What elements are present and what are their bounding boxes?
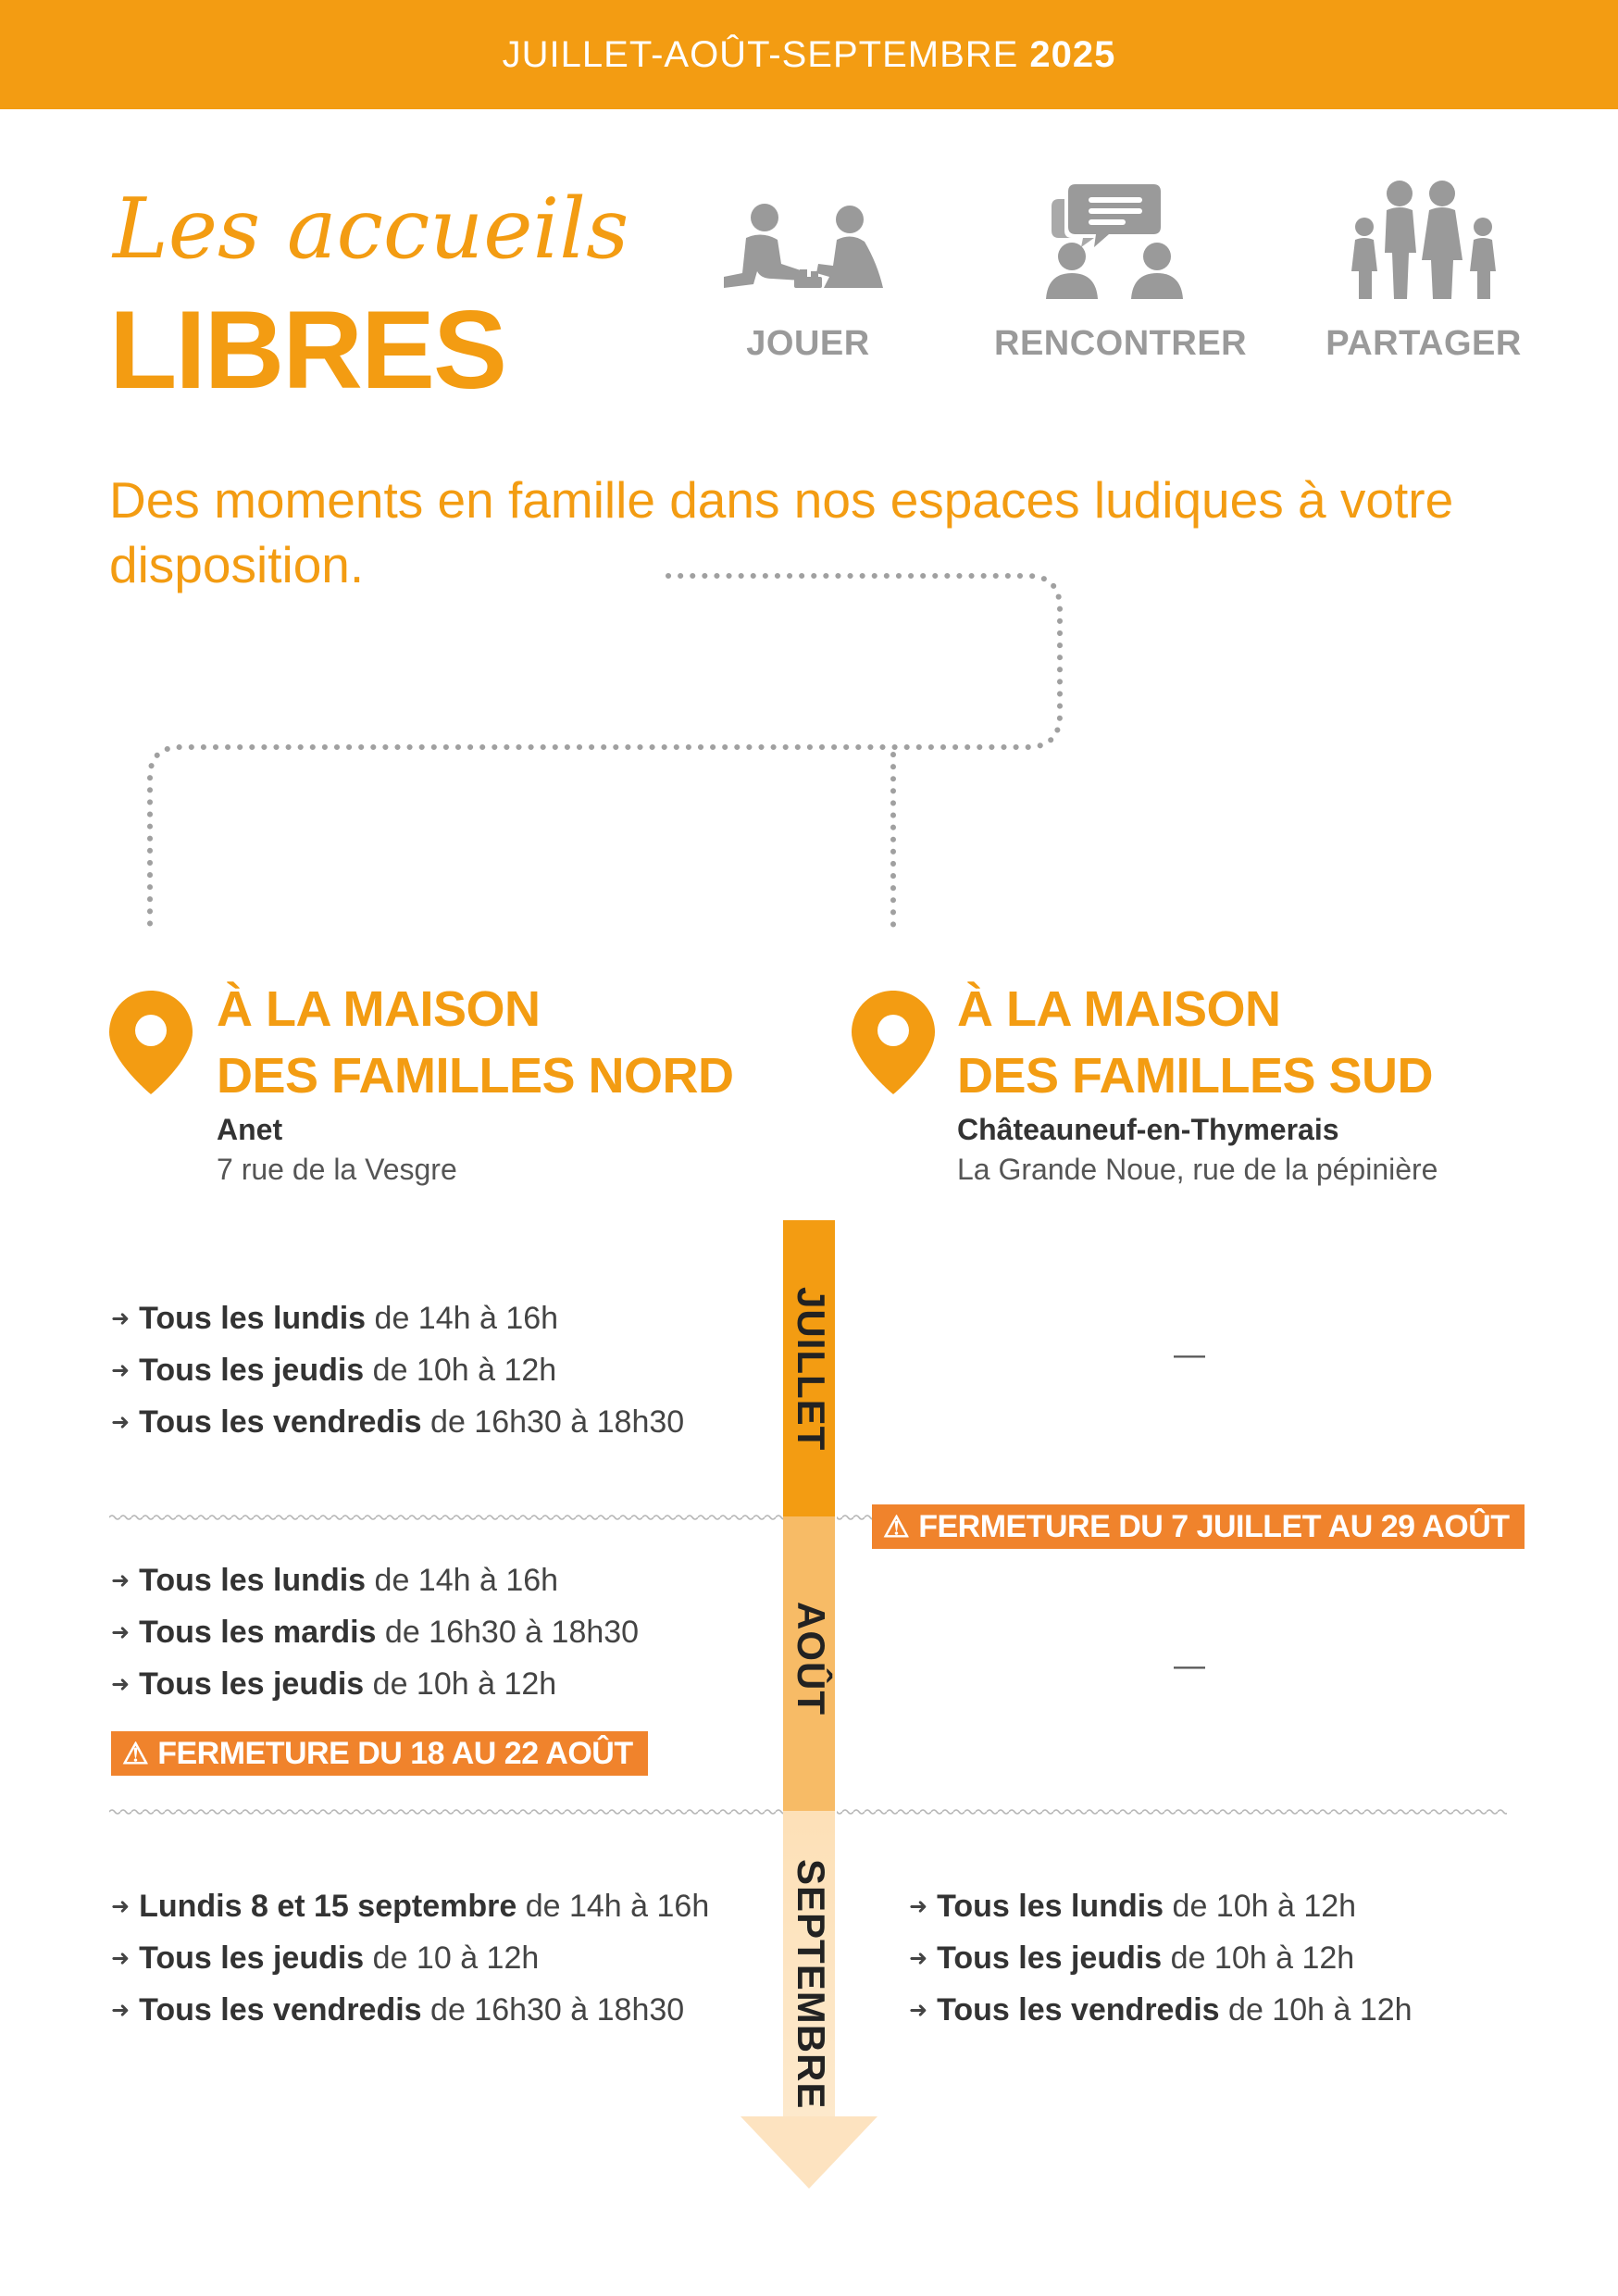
arrow-icon: ➜: [111, 1998, 131, 2023]
arrow-icon: ➜: [111, 1946, 131, 1971]
closure-south-text: FERMETURE DU 7 JUILLET AU 29 AOÛT: [918, 1508, 1510, 1544]
schedule-september-south: [909, 1882, 1413, 2038]
arrow-icon: ➜: [111, 1672, 131, 1697]
arrow-icon: ➜: [909, 1946, 928, 1971]
schedule-august-north: [111, 1556, 639, 1712]
schedule-row: [111, 1608, 639, 1660]
schedule-day: Tous les vendredis: [139, 1992, 422, 2028]
pictogram-label-jouer: JOUER: [746, 324, 870, 363]
schedule-time: de 14h à 16h: [374, 1301, 559, 1336]
location-north-title-line1: À LA MAISON: [217, 981, 541, 1037]
schedule-row: [111, 1986, 709, 2038]
schedule-time: de 16h30 à 18h30: [430, 1992, 685, 2028]
dotted-connector: [0, 0, 1618, 944]
schedule-day: Tous les jeudis: [937, 1940, 1163, 1976]
schedule-row: [111, 1346, 684, 1398]
location-north-address: 7 rue de la Vesgre: [217, 1153, 457, 1186]
schedule-day: Tous les lundis: [139, 1301, 367, 1336]
location-south-title-line1: À LA MAISON: [957, 981, 1281, 1037]
warning-icon: ⚠: [122, 1737, 149, 1770]
arrow-icon: ➜: [111, 1568, 131, 1593]
month-label-august: AOÛT: [790, 1602, 833, 1716]
arrow-icon: ➜: [909, 1894, 928, 1919]
location-north-town: Anet: [217, 1113, 283, 1146]
schedule-row: [909, 1934, 1413, 1986]
closure-north-text: FERMETURE DU 18 AU 22 AOÛT: [157, 1735, 633, 1771]
location-south: [957, 976, 1438, 1187]
arrow-icon: ➜: [111, 1358, 131, 1383]
closure-north-badge: [111, 1731, 648, 1776]
location-north-title-line2: DES FAMILLES NORD: [217, 1048, 734, 1104]
schedule-day: Tous les vendredis: [139, 1404, 422, 1440]
location-south-address: La Grande Noue, rue de la pépinière: [957, 1153, 1438, 1186]
schedule-august-south-empty: —: [1174, 1648, 1205, 1683]
schedule-row: [111, 1660, 639, 1712]
location-pin-icon: [852, 991, 935, 1094]
schedule-day: Tous les jeudis: [139, 1353, 365, 1388]
pictogram-label-rencontrer: RENCONTRER: [994, 324, 1248, 363]
schedule-time: de 10h à 12h: [372, 1353, 557, 1388]
schedule-day: Tous les jeudis: [139, 1666, 365, 1702]
month-label-july: JUILLET: [790, 1287, 833, 1452]
schedule-time: de 10h à 12h: [372, 1666, 557, 1702]
schedule-row: [111, 1294, 684, 1346]
schedule-row: [111, 1556, 639, 1608]
schedule-time: de 10h à 12h: [1228, 1992, 1413, 2028]
schedule-row: [909, 1986, 1413, 2038]
location-north: [217, 976, 734, 1187]
intro-text: Des moments en famille dans nos espaces ludiques à votre disposition.: [109, 471, 1454, 593]
schedule-time: de 14h à 16h: [525, 1889, 710, 1924]
location-south-title-line2: DES FAMILLES SUD: [957, 1048, 1434, 1104]
arrow-icon: ➜: [111, 1894, 131, 1919]
schedule-day: Tous les mardis: [139, 1615, 377, 1650]
schedule-time: de 14h à 16h: [374, 1563, 559, 1598]
schedule-day: Lundis 8 et 15 septembre: [139, 1889, 517, 1924]
warning-icon: ⚠: [883, 1510, 910, 1543]
location-south-town: Châteauneuf-en-Thymerais: [957, 1113, 1339, 1146]
schedule-july-south-empty: —: [1174, 1337, 1205, 1372]
closure-south-badge: [872, 1504, 1525, 1549]
schedule-time: de 10 à 12h: [372, 1940, 540, 1976]
timeline-arrow-head: [741, 2116, 877, 2190]
header-year: 2025: [1029, 33, 1116, 75]
schedule-row: [111, 1398, 684, 1450]
title-script: Les accueils: [113, 181, 629, 278]
schedule-time: de 10h à 12h: [1170, 1940, 1355, 1976]
schedule-time: de 16h30 à 18h30: [430, 1404, 685, 1440]
title-main: LIBRES: [109, 288, 506, 412]
schedule-time: de 10h à 12h: [1172, 1889, 1357, 1924]
schedule-july-north: [111, 1294, 684, 1450]
arrow-icon: ➜: [111, 1410, 131, 1435]
arrow-icon: ➜: [909, 1998, 928, 2023]
arrow-icon: ➜: [111, 1620, 131, 1645]
schedule-row: [111, 1882, 709, 1934]
schedule-september-north: [111, 1882, 709, 2038]
schedule-time: de 16h30 à 18h30: [384, 1615, 640, 1650]
location-pin-icon: [109, 991, 193, 1094]
schedule-day: Tous les lundis: [937, 1889, 1164, 1924]
schedule-day: Tous les jeudis: [139, 1940, 365, 1976]
pictogram-label-partager: PARTAGER: [1326, 324, 1522, 363]
schedule-day: Tous les lundis: [139, 1563, 367, 1598]
schedule-row: [111, 1934, 709, 1986]
schedule-day: Tous les vendredis: [937, 1992, 1220, 2028]
month-label-september: SEPTEMBRE: [790, 1859, 833, 2110]
schedule-row: [909, 1882, 1413, 1934]
separator-august-september: [109, 1805, 1507, 1818]
header-period-label: JUILLET-AOÛT-SEPTEMBRE: [502, 33, 1019, 75]
arrow-icon: ➜: [111, 1306, 131, 1331]
